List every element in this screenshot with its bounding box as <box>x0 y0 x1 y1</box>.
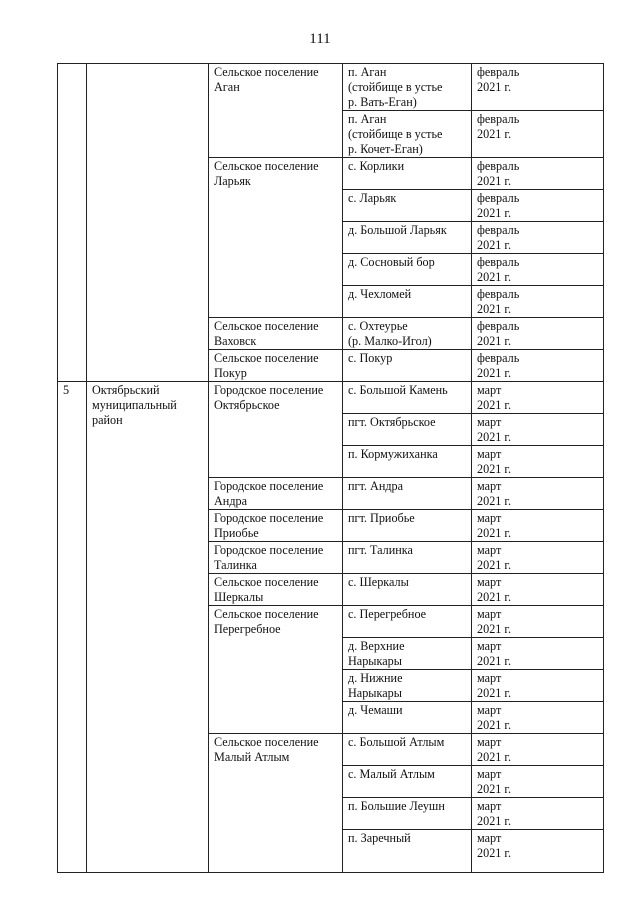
settlement-cell: Сельское поселение Шеркалы <box>209 574 343 606</box>
date-cell: март 2021 г. <box>472 542 604 574</box>
date-cell: март 2021 г. <box>472 446 604 478</box>
settlement-cell: Сельское поселение Ваховск <box>209 318 343 350</box>
locality-cell: п. Аган (стойбище в устье р. Кочет-Еган) <box>343 111 472 158</box>
settlement-cell: Сельское поселение Ларьяк <box>209 158 343 318</box>
date-cell: февраль 2021 г. <box>472 286 604 318</box>
locality-cell: пгт. Приобье <box>343 510 472 542</box>
locality-cell: пгт. Талинка <box>343 542 472 574</box>
row-number-cell <box>58 64 87 382</box>
district-cell: Октябрьский муниципальный район <box>87 382 209 873</box>
date-cell: февраль 2021 г. <box>472 254 604 286</box>
settlement-cell: Городское поселение Октябрьское <box>209 382 343 478</box>
date-cell: март 2021 г. <box>472 414 604 446</box>
settlement-cell: Сельское поселение Покур <box>209 350 343 382</box>
date-cell: март 2021 г. <box>472 798 604 830</box>
locality-cell: д. Сосновый бор <box>343 254 472 286</box>
date-cell: март 2021 г. <box>472 830 604 873</box>
locality-cell: п. Аган (стойбище в устье р. Вать-Еган) <box>343 64 472 111</box>
district-cell <box>87 64 209 382</box>
date-cell: март 2021 г. <box>472 606 604 638</box>
date-cell: февраль 2021 г. <box>472 350 604 382</box>
date-cell: март 2021 г. <box>472 478 604 510</box>
locality-cell: пгт. Андра <box>343 478 472 510</box>
locality-cell: д. Чемаши <box>343 702 472 734</box>
locality-cell: п. Большие Леушн <box>343 798 472 830</box>
locality-cell: с. Большой Камень <box>343 382 472 414</box>
settlement-cell: Сельское поселение Малый Атлым <box>209 734 343 873</box>
date-cell: февраль 2021 г. <box>472 318 604 350</box>
date-cell: март 2021 г. <box>472 734 604 766</box>
date-cell: март 2021 г. <box>472 638 604 670</box>
settlements-table <box>57 63 604 873</box>
locality-cell: с. Охтеурье (р. Малко-Игол) <box>343 318 472 350</box>
table-row <box>58 64 604 111</box>
settlement-cell: Сельское поселение Перегребное <box>209 606 343 734</box>
row-number-cell: 5 <box>58 382 87 873</box>
locality-cell: п. Заречный <box>343 830 472 873</box>
locality-cell: с. Ларьяк <box>343 190 472 222</box>
table-row <box>58 382 604 414</box>
date-cell: февраль 2021 г. <box>472 222 604 254</box>
locality-cell: с. Покур <box>343 350 472 382</box>
settlement-cell: Городское поселение Талинка <box>209 542 343 574</box>
locality-cell: с. Корлики <box>343 158 472 190</box>
locality-cell: с. Большой Атлым <box>343 734 472 766</box>
settlement-cell: Городское поселение Приобье <box>209 510 343 542</box>
date-cell: февраль 2021 г. <box>472 111 604 158</box>
locality-cell: с. Перегребное <box>343 606 472 638</box>
settlement-cell: Городское поселение Андра <box>209 478 343 510</box>
locality-cell: с. Малый Атлым <box>343 766 472 798</box>
date-cell: март 2021 г. <box>472 766 604 798</box>
date-cell: март 2021 г. <box>472 574 604 606</box>
locality-cell: п. Кормужиханка <box>343 446 472 478</box>
settlement-cell: Сельское поселение Аган <box>209 64 343 158</box>
locality-cell: пгт. Октябрьское <box>343 414 472 446</box>
locality-cell: д. Большой Ларьяк <box>343 222 472 254</box>
date-cell: март 2021 г. <box>472 702 604 734</box>
date-cell: март 2021 г. <box>472 510 604 542</box>
page-number: 111 <box>309 31 331 47</box>
locality-cell: с. Шеркалы <box>343 574 472 606</box>
locality-cell: д. Верхние Нарыкары <box>343 638 472 670</box>
locality-cell: д. Чехломей <box>343 286 472 318</box>
date-cell: февраль 2021 г. <box>472 190 604 222</box>
date-cell: февраль 2021 г. <box>472 158 604 190</box>
locality-cell: д. Нижние Нарыкары <box>343 670 472 702</box>
date-cell: февраль 2021 г. <box>472 64 604 111</box>
date-cell: март 2021 г. <box>472 382 604 414</box>
date-cell: март 2021 г. <box>472 670 604 702</box>
